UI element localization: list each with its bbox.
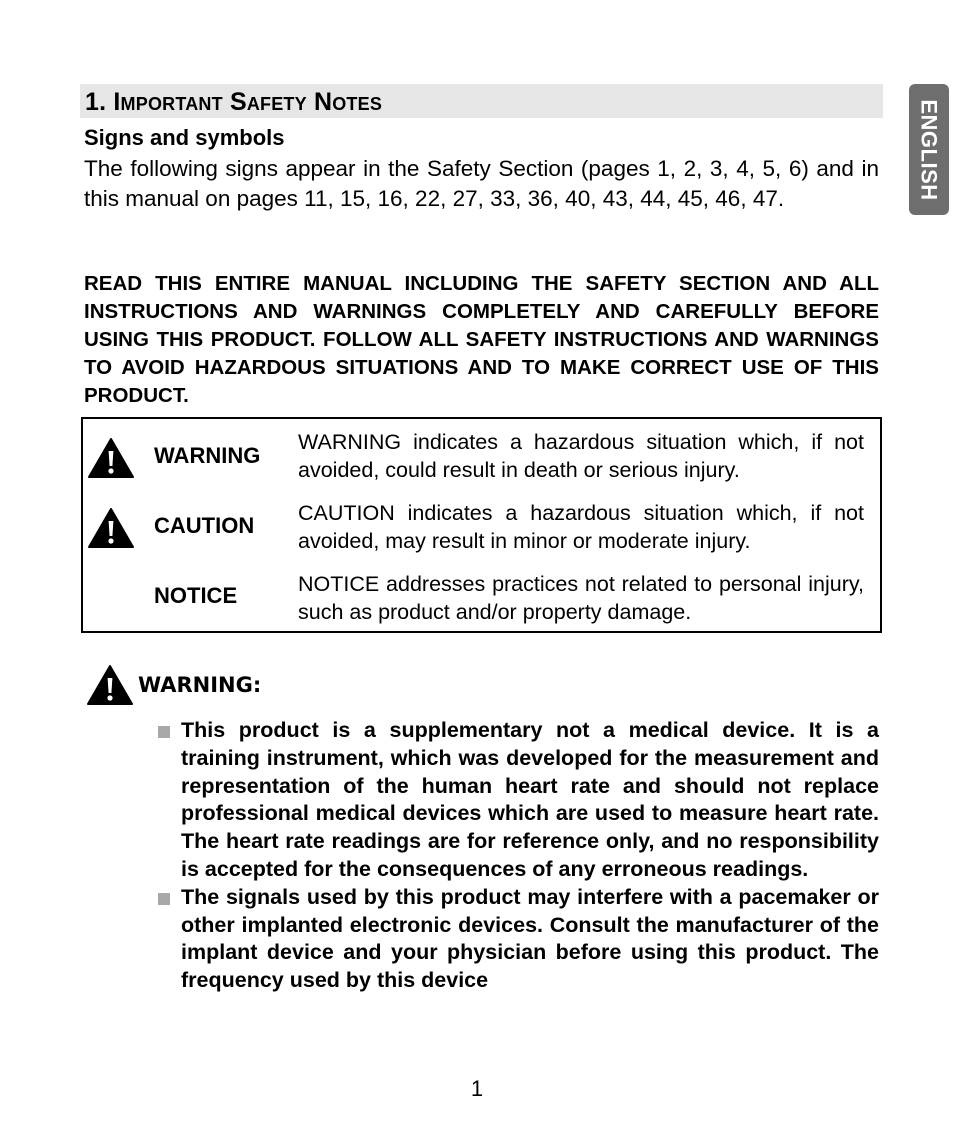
language-tab[interactable] [909, 84, 949, 215]
signal-row-caution [83, 496, 880, 558]
section-heading [80, 84, 883, 118]
read-manual-notice: READ THIS ENTIRE MANUAL INCLUDING THE SAFETY SECTION AND ALL INSTRUCTIONS AND WARNINGS COMPLETELY AND CAREFULLY BEFORE USING THIS PRODUCT. FOLLOW ALL SAFETY INSTRUCTIONS AND WARNINGS TO AVOID HAZARDOUS SITUATIONS AND TO MAKE CORRECT USE OF THIS PRODUCT. [84, 272, 879, 407]
warning-triangle-icon [87, 507, 135, 549]
section-title: Important Safety Notes [113, 88, 383, 116]
warning-list [158, 717, 879, 995]
signal-row-notice [83, 567, 880, 629]
signs-intro: The following signs appear in the Safety Section (pages 1, 2, 3, 4, 5, 6) and in this manual on pages 11, 15, 16, 22, 27, 33, 36, 40, 43, 44, 45, 46, 47. [84, 156, 879, 211]
warning-triangle-icon [86, 664, 134, 706]
signal-row-warning [83, 425, 880, 487]
signal-description: NOTICE addresses practices not related to personal injury, such as product and/or property damage. [298, 572, 864, 624]
square-bullet-icon [158, 726, 170, 738]
square-bullet-icon [158, 893, 170, 905]
section-number: 1. [85, 88, 107, 116]
list-item [158, 717, 879, 884]
signal-term: NOTICE [154, 583, 238, 608]
warning-heading-label: WARNING: [138, 673, 262, 697]
list-item [158, 884, 879, 995]
signal-term: WARNING [154, 443, 261, 468]
signal-word-table [81, 417, 882, 633]
list-item-text: The signals used by this product may interfere with a pacemaker or other implanted electronic devices. Consult the manufacturer of the implant device and your physician before using this product. The frequency used by this device [181, 884, 879, 993]
signal-term: CAUTION [154, 513, 255, 538]
warning-triangle-icon [87, 437, 135, 479]
signal-description: WARNING indicates a hazardous situation which, if not avoided, could result in death or serious injury. [298, 430, 864, 482]
signal-description: CAUTION indicates a hazardous situation which, if not avoided, may result in minor or moderate injury. [298, 501, 864, 553]
page-number: 1 [470, 1076, 484, 1101]
list-item-text: This product is a supplementary not a medical device. It is a training instrument, which was developed for the measurement and representation of the human heart rate and should not replace professional medical devices which are used to measure heart rate. The heart rate readings are for reference only, and no responsibility is accepted for the consequences of any erroneous readings. [181, 718, 879, 881]
signs-heading: Signs and symbols [84, 125, 285, 150]
language-tab-label: ENGLISH [917, 98, 943, 201]
